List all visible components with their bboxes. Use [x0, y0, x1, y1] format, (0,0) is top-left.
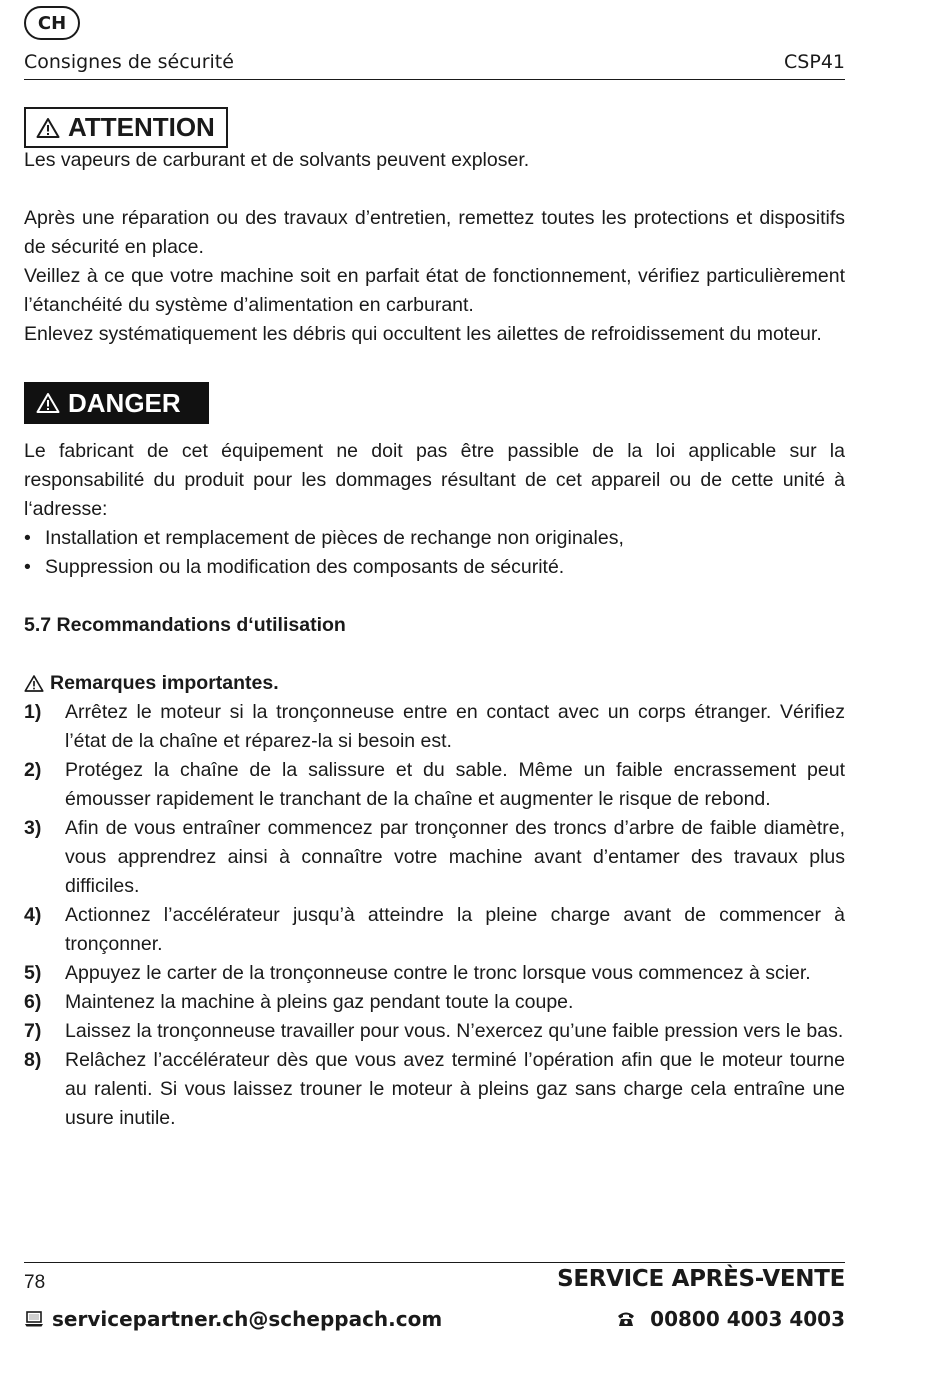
warning-triangle-icon [24, 674, 44, 693]
footer-phone [616, 1307, 845, 1331]
item-number: 7) [24, 1020, 42, 1042]
list-item-text: Installation et remplacement de pièces de rechange non originales, [45, 527, 624, 549]
numbered-item [24, 901, 845, 959]
attention-label: ATTENTION [68, 112, 215, 142]
telephone-icon [616, 1310, 636, 1328]
header-section-title: Consignes de sécurité [24, 51, 234, 73]
danger-label: DANGER [68, 387, 181, 418]
laptop-icon [24, 1310, 44, 1328]
item-text: Laissez la tronçonneuse travailler pour vous. N’exercez qu’une faible pression vers le bas. [65, 1020, 844, 1042]
paragraph-3: Enlevez systématiquement les débris qui occultent les ailettes de refroidissement du moteur. [24, 323, 822, 345]
warning-triangle-icon [36, 117, 60, 139]
bullet-marker: • [24, 556, 31, 578]
numbered-item [24, 1046, 845, 1133]
paragraph-2: Veillez à ce que votre machine soit en parfait état de fonctionnement, vérifiez particulièrement l’étanchéité du système d’alimentation en carburant. [24, 265, 845, 316]
item-text: Relâchez l’accélérateur dès que vous avez terminé l’opération afin que le moteur tourne au ralenti. Si vous laissez trouner le moteur à pleins gaz sans charge cela entraîne une usure inutile. [65, 1049, 845, 1129]
numbered-item [24, 988, 845, 1017]
numbered-item [24, 756, 845, 814]
item-number: 2) [24, 759, 42, 781]
email-address[interactable]: servicepartner.ch@scheppach.com [52, 1307, 443, 1331]
header-model: CSP41 [784, 51, 845, 73]
section-title: 5.7 Recommandations d‘utilisation [24, 614, 346, 636]
page-number: 78 [24, 1272, 46, 1293]
service-title: SERVICE APRÈS-VENTE [557, 1266, 845, 1292]
item-number: 4) [24, 904, 42, 926]
danger-label-box [24, 382, 209, 424]
footer-divider [24, 1262, 845, 1263]
numbered-item [24, 814, 845, 901]
item-text: Afin de vous entraîner commencez par tronçonner des troncs d’arbre de faible diamètre, vous apprendrez ainsi à connaître votre machine avant d’entamer des travaux plus difficiles. [65, 817, 845, 897]
paragraph-1: Après une réparation ou des travaux d’entretien, remettez toutes les protections et dispositifs de sécurité en place. [24, 207, 845, 258]
item-text: Arrêtez le moteur si la tronçonneuse entre en contact avec un corps étranger. Vérifiez l’état de la chaîne et réparez-la si besoin est. [65, 701, 845, 752]
item-text: Protégez la chaîne de la salissure et du sable. Même un faible encrassement peut émousser rapidement le tranchant de la chaîne et augmenter le risque de rebond. [65, 759, 845, 810]
danger-text: Le fabricant de cet équipement ne doit pas être passible de la loi applicable sur la responsabilité du produit pour les dommages résultant de cet appareil ou de cette unité à l‘adresse: [24, 440, 845, 520]
item-number: 8) [24, 1049, 42, 1071]
warning-triangle-icon [36, 392, 60, 414]
list-item-text: Suppression ou la modification des composants de sécurité. [45, 556, 565, 578]
list-item [24, 524, 845, 553]
numbered-item [24, 698, 845, 756]
footer-email [24, 1307, 442, 1331]
header-divider [24, 79, 845, 80]
country-badge: CH [24, 6, 80, 40]
page-content [24, 107, 845, 1133]
item-number: 6) [24, 991, 42, 1013]
list-item [24, 553, 845, 582]
item-text: Actionnez l’accélérateur jusqu’à atteindre la pleine charge avant de commencer à tronçonner. [65, 904, 845, 955]
attention-text: Les vapeurs de carburant et de solvants peuvent exploser. [24, 149, 530, 171]
remarks-title: Remarques importantes. [50, 672, 279, 694]
item-number: 5) [24, 962, 42, 984]
item-number: 1) [24, 701, 42, 723]
item-text: Appuyez le carter de la tronçonneuse contre le tronc lorsque vous commencez à scier. [65, 962, 811, 984]
numbered-item [24, 959, 845, 988]
item-number: 3) [24, 817, 42, 839]
bullet-marker: • [24, 527, 31, 549]
item-text: Maintenez la machine à pleins gaz pendant toute la coupe. [65, 991, 574, 1013]
attention-label-box [24, 107, 228, 148]
phone-number[interactable]: 00800 4003 4003 [650, 1307, 845, 1331]
remarks-heading [24, 669, 845, 698]
numbered-item [24, 1017, 845, 1046]
